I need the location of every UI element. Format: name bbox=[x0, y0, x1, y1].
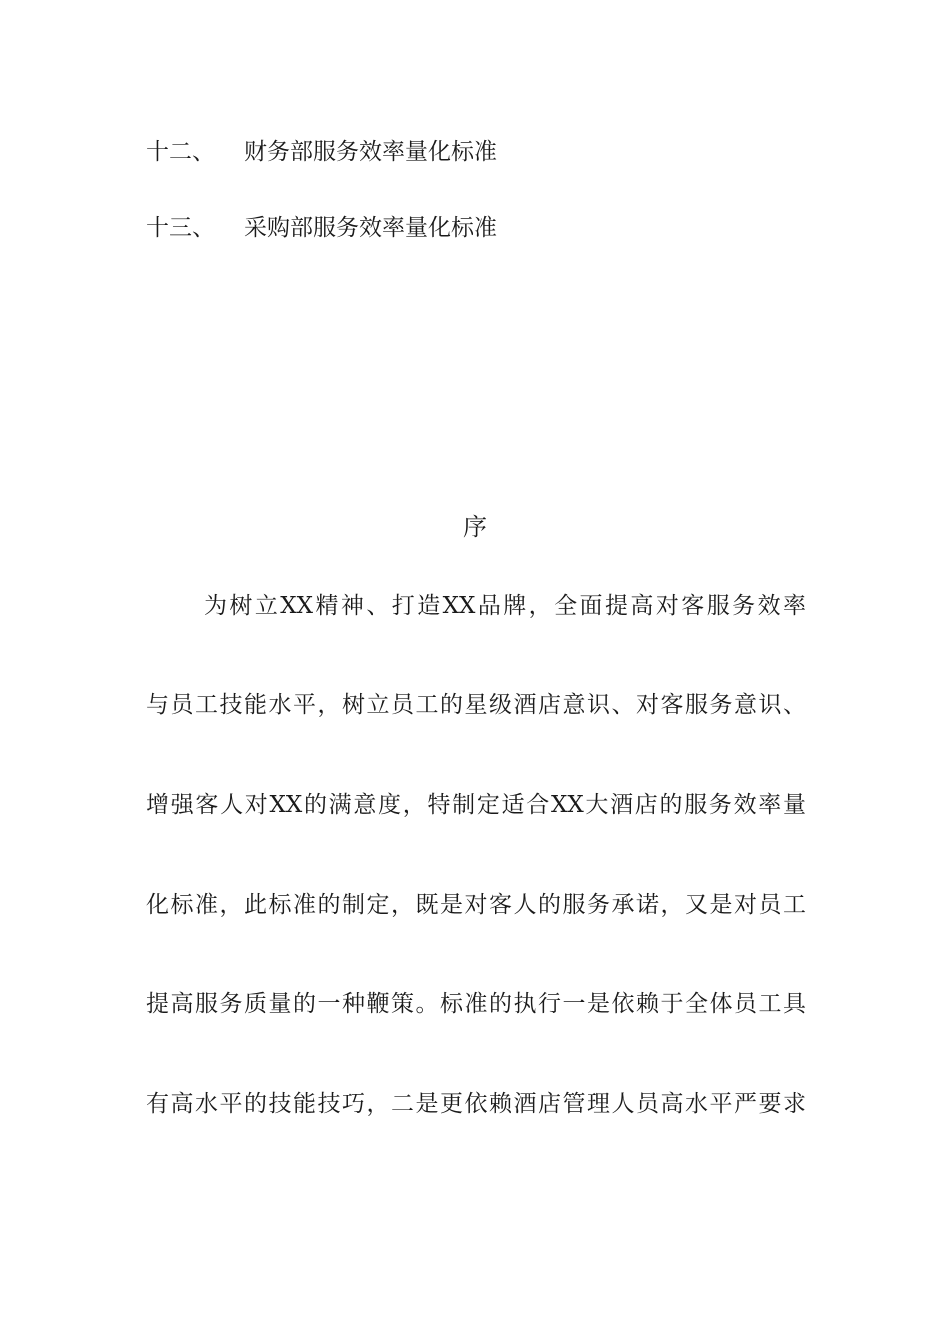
toc-item-finance bbox=[146, 137, 497, 167]
preface-line-2: 与员工技能水平，树立员工的星级酒店意识、对客服务意识、 bbox=[146, 692, 806, 718]
toc-item-number: 十二、 bbox=[146, 139, 215, 165]
toc-item-number: 十三、 bbox=[146, 215, 215, 241]
preface-line-5: 提高服务质量的一种鞭策。标准的执行一是依赖于全体员工具 bbox=[146, 991, 806, 1017]
toc-item-title: 采购部服务效率量化标准 bbox=[244, 215, 497, 241]
preface-title: 序 bbox=[463, 513, 487, 541]
preface-line-6: 有高水平的技能技巧，二是更依赖酒店管理人员高水平严要求 bbox=[146, 1091, 806, 1117]
toc-item-title: 财务部服务效率量化标准 bbox=[244, 139, 497, 165]
preface-line-4: 化标准，此标准的制定，既是对客人的服务承诺，又是对员工 bbox=[146, 892, 806, 918]
toc-item-purchasing bbox=[146, 213, 497, 243]
preface-line-1: 为树立XX精神、打造XX品牌，全面提高对客服务效率 bbox=[204, 593, 806, 619]
preface-line-3: 增强客人对XX的满意度，特制定适合XX大酒店的服务效率量 bbox=[146, 792, 806, 818]
